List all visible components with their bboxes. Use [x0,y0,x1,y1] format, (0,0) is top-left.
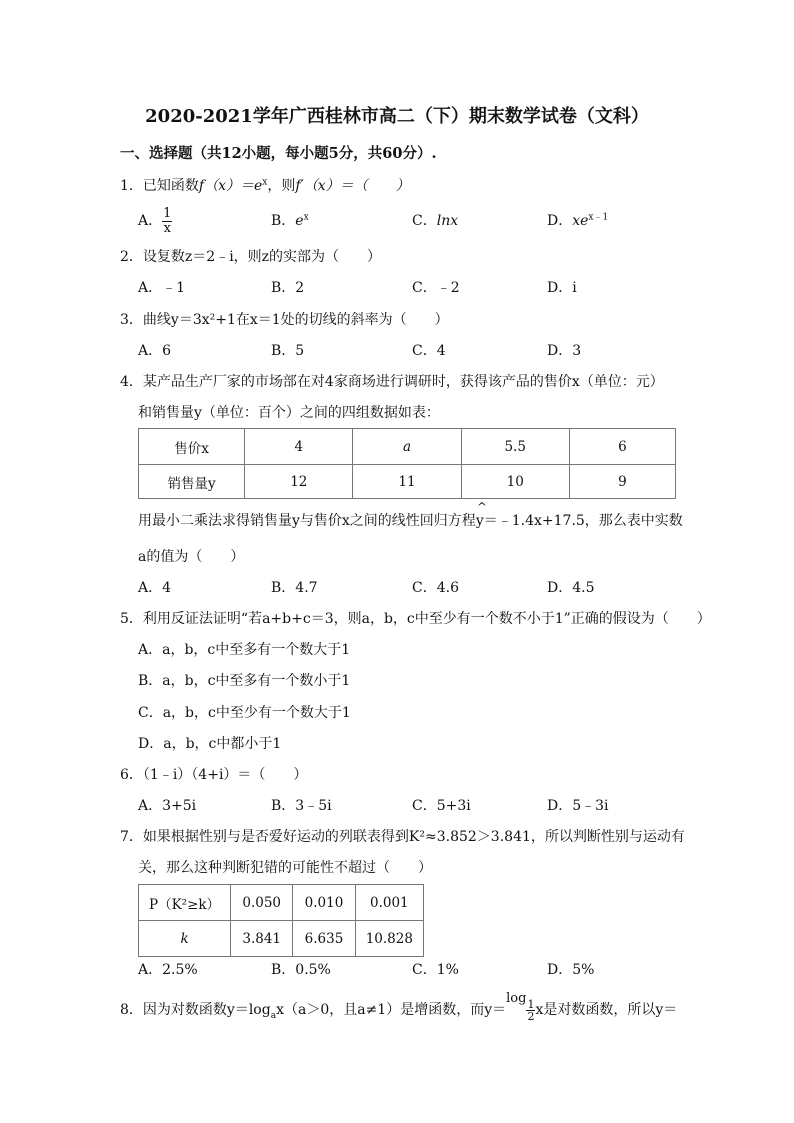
question-text: a的值为（ ） [138,549,245,565]
table-cell: 0.050 [231,885,293,921]
table-cell: 6.635 [293,921,355,957]
table-cell: 0.001 [355,885,423,921]
option-d: D．5% [547,962,595,978]
question-text: 和销售量y（单位：百个）之间的四组数据如表： [138,405,440,421]
option-b: B．a，b，c中至多有一个数小于1 [138,673,351,689]
table-cell: 销售量y [139,465,245,499]
option-a: A．﹣1 [138,280,186,296]
option-d: D．4.5 [547,580,595,596]
option-c: C．lnx [412,213,459,229]
option-c: C．﹣2 [412,280,460,296]
option-d: D．3 [547,343,582,359]
option-b: B．$e^x$ [271,212,309,229]
option-a: A．2.5% [138,962,198,978]
hat-variable: ^ y [476,511,484,531]
table-row [139,429,676,465]
option-d: D．a，b，c中都小于1 [138,736,282,752]
question-text: 已知函数 [142,178,199,194]
function-expression: f（x）＝e [198,178,263,194]
fraction: $\frac{1}{x}$ [163,205,172,236]
option-b: B．3﹣5i [271,798,332,814]
page-title: 2020-2021学年广西桂林市高二（下）期末数学试卷（文科） [145,106,649,127]
question-5: 5．利用反证法证明“若a+b+c＝3，则a，b，c中至少有一个数不小于1”正确的假设为（ ） [120,611,711,627]
option-a: A．3+5i [138,798,197,814]
derivative-expression: f′（x）＝（ ） [295,178,410,194]
question-3: 3．曲线y＝3x²+1在x＝1处的切线的斜率为（ ） [120,312,449,328]
option-b: B．2 [271,280,305,296]
table-cell: 3.841 [231,921,293,957]
question-4: 4．某产品生产厂家的市场部在对4家商场进行调研时，获得该产品的售价x（单位：元） [120,374,664,390]
question-1 [120,176,410,196]
table-cell: 10 [461,465,569,499]
table-cell: 9 [569,465,675,499]
option-b: B．4.7 [271,580,318,596]
option-b: B．5 [271,343,305,359]
question-text: 关，那么这种判断犯错的可能性不超过（ ） [138,860,432,876]
option-a: A．6 [138,343,172,359]
question-7: 7．如果根据性别与是否爱好运动的列联表得到K²≈3.852＞3.841，所以判断性别与运动有 [120,829,685,845]
option-d: D．i [547,280,577,296]
log-word: log [506,991,527,1006]
option-c: C．5+3i [412,798,471,814]
table-cell: 5.5 [461,429,569,465]
option-c: C．4.6 [412,580,459,596]
question-6: 6．（1﹣i）（4+i）＝（ ） [120,767,308,783]
option-b: B．0.5% [271,962,331,978]
critical-value-table [138,884,424,957]
table-cell: 0.010 [293,885,355,921]
exponent: x [262,177,268,188]
table-cell: k [139,921,231,957]
option-c: C．1% [412,962,459,978]
table-cell: 11 [353,465,461,499]
table-row [139,465,676,499]
question-8: 8．因为对数函数$y=\log_ax(a>0$，且a≠1）是增函数，而y＝log $\frac{1}{2}$ x是对数函数，所以y＝ [120,991,678,1023]
table-cell: P（K²≥k） [139,885,231,921]
table-cell: 6 [569,429,675,465]
option-a: A．4 [138,580,172,596]
option-a: A． $\frac{1}{x}$ [138,205,172,236]
table-row [139,885,424,921]
question-text: ，则 [267,178,296,194]
section-heading: 一、选择题（共12小题，每小题5分，共60分）. [120,145,437,162]
option-d: D．5﹣3i [547,798,609,814]
option-c: C．a，b，c中至少有一个数大于1 [138,705,351,721]
table-cell: 10.828 [355,921,423,957]
option-c: C．4 [412,343,446,359]
table-cell: 12 [245,465,353,499]
question-2: 2．设复数z＝2﹣i，则z的实部为（ ） [120,249,382,265]
log-base-fraction: $\frac{1}{2}$ [527,997,535,1023]
hat-icon: ^ [476,500,487,514]
option-d: D．$xe^{x﹣1}$ [547,212,609,229]
table-cell: 售价x [139,429,245,465]
question-number: 1． [120,178,143,194]
table-cell: 4 [245,429,353,465]
question-text: 用最小二乘法求得销售量y与售价x之间的线性回归方程 ^ y＝﹣1.4x+17.5，那么表中实数 [138,511,683,531]
option-a: A．a，b，c中至多有一个数大于1 [138,642,351,658]
data-table [138,428,676,499]
table-cell: a [353,429,461,465]
table-row [139,921,424,957]
